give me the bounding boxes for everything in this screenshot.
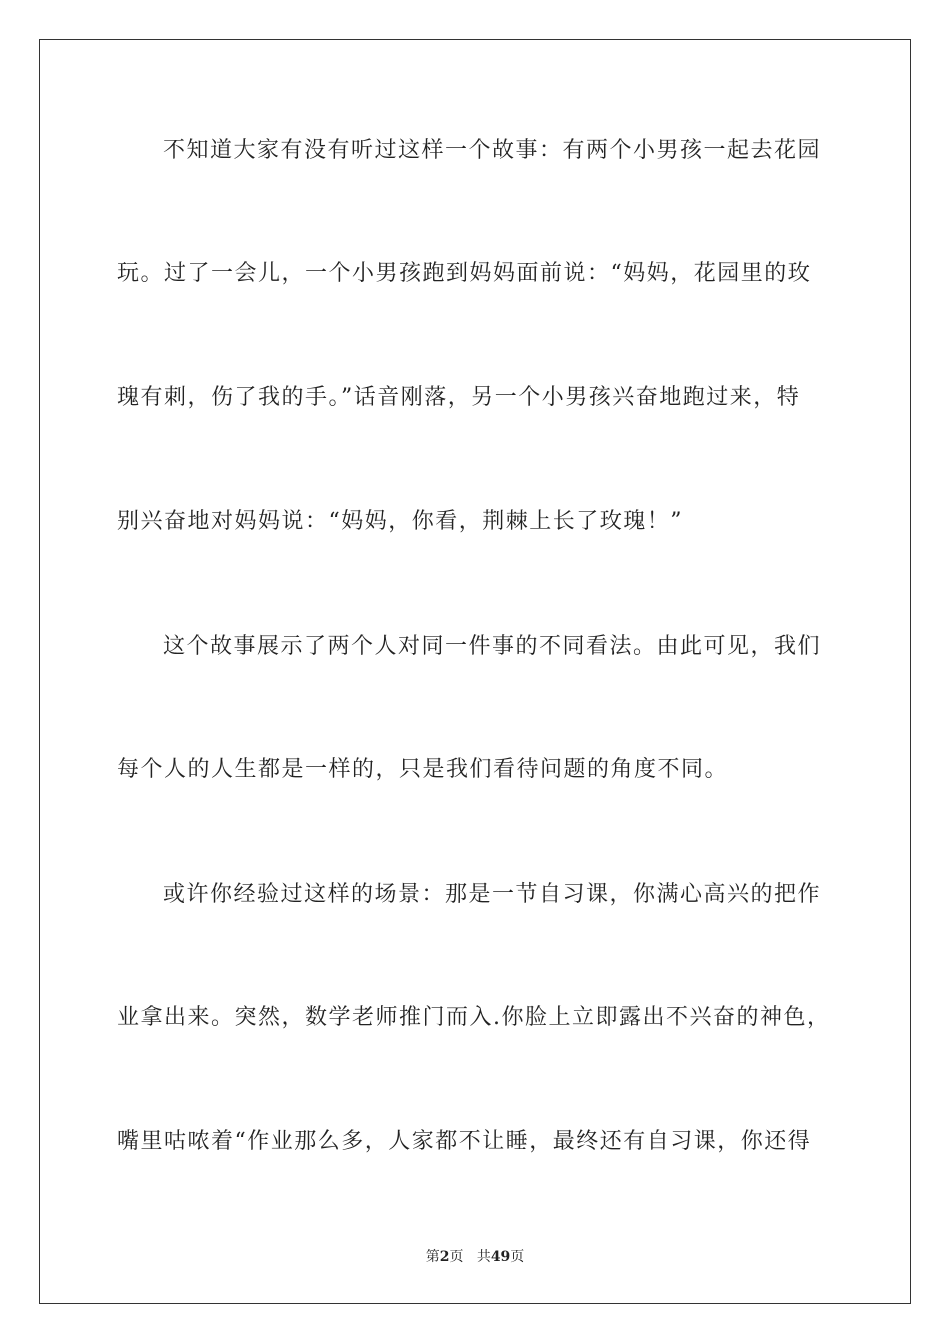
page-border bbox=[39, 39, 911, 1304]
paragraph-1-line-1: 不知道大家有没有听过这样一个故事：有两个小男孩一起去花园 bbox=[163, 138, 822, 163]
paragraph-3-line-3: 嘴里咕哝着“作业那么多，人家都不让睡，最终还有自习课，你还得 bbox=[117, 1129, 812, 1154]
page-suffix: 页 bbox=[449, 1249, 464, 1265]
paragraph-2-line-2: 每个人的人生都是一样的，只是我们看待问题的角度不同。 bbox=[117, 757, 729, 782]
paragraph-3-line-1: 或许你经验过这样的场景：那是一节自习课，你满心高兴的把作 bbox=[163, 882, 822, 907]
total-prefix: 共 bbox=[476, 1249, 491, 1265]
total-pages: 49 bbox=[490, 1249, 511, 1265]
page-footer bbox=[0, 1248, 950, 1266]
page-number: 2 bbox=[439, 1249, 450, 1265]
paragraph-2-line-1: 这个故事展示了两个人对同一件事的不同看法。由此可见，我们 bbox=[163, 634, 822, 659]
page-prefix: 第 bbox=[425, 1249, 440, 1265]
paragraph-3-line-2: 业拿出来。突然，数学老师推门而入.你脸上立即露出不兴奋的神色， bbox=[117, 1005, 831, 1030]
paragraph-1-line-3: 瑰有刺，伤了我的手。”话音刚落，另一个小男孩兴奋地跑过来，特 bbox=[117, 385, 801, 410]
paragraph-1-line-2: 玩。过了一会儿，一个小男孩跑到妈妈面前说：“妈妈，花园里的玫 bbox=[117, 261, 812, 286]
total-suffix: 页 bbox=[510, 1249, 525, 1265]
paragraph-1-line-4: 别兴奋地对妈妈说：“妈妈，你看，荆棘上长了玫瑰！” bbox=[117, 509, 683, 534]
